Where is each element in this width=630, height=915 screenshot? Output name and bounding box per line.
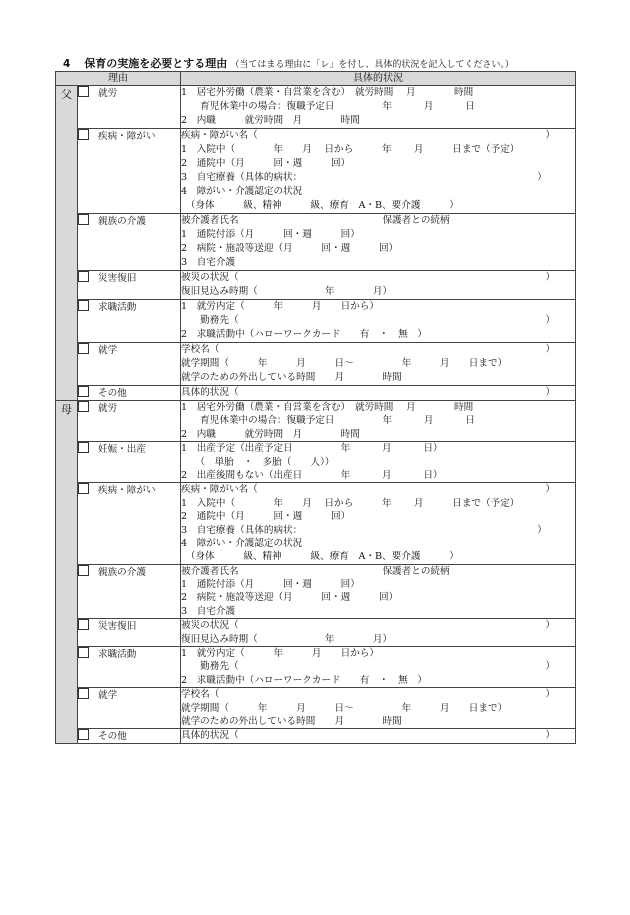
mother-job-search-checkbox[interactable]	[78, 647, 89, 658]
mother-reason-cell	[78, 442, 181, 483]
father-reason-cell	[78, 86, 181, 129]
mother-reason-cell	[78, 401, 181, 442]
mother-schooling-checkbox[interactable]	[78, 688, 89, 699]
mother-employment-detail[interactable]	[181, 401, 576, 442]
mother-caregiving-detail[interactable]	[181, 564, 576, 619]
detail-line: 被災の状況（ ）	[181, 272, 556, 283]
detail-line: （ 単胎 ・ 多胎（ 人））	[181, 456, 335, 468]
father-row-disaster-recovery	[56, 271, 576, 300]
mother-caregiving-label: 親族の介護	[98, 566, 146, 578]
mother-pregnancy-detail[interactable]	[181, 442, 576, 483]
detail-line: 勤務先（ ）	[181, 661, 556, 673]
table-header-row	[56, 72, 576, 86]
reason-table	[55, 71, 576, 744]
detail-line: 1 居宅外労働（農業・自営業を含む） 就労時間 月 時間	[181, 87, 474, 98]
detail-line: 復旧見込み時期（ 年 月）	[181, 286, 393, 297]
father-job-search-label: 求職活動	[98, 302, 137, 313]
detail-line: 勤務先（ ）	[181, 315, 556, 326]
father-row-other	[56, 386, 576, 401]
mother-row-other	[56, 729, 576, 744]
father-job-search-detail[interactable]	[181, 300, 576, 343]
detail-line: 1 入院中（ 年 月 日から 年 月 日まで（予定）	[181, 144, 520, 155]
mother-reason-cell	[78, 729, 181, 744]
father-other-detail[interactable]	[181, 386, 576, 401]
mother-row-employment	[56, 401, 576, 442]
father-employment-checkbox[interactable]	[78, 86, 89, 97]
father-caregiving-checkbox[interactable]	[78, 214, 89, 225]
mother-disaster-recovery-detail[interactable]	[181, 619, 576, 647]
mother-pregnancy-label: 妊娠・出産	[98, 444, 146, 456]
section-heading: 保育の実施を必要とする理由	[84, 57, 228, 70]
detail-line: 2 出産後間もない（出産日 年 月 日）	[181, 469, 443, 481]
detail-line: 1 就労内定（ 年 月 日から）	[181, 301, 379, 312]
detail-line: 被介護者氏名 保護者との続柄	[181, 215, 450, 226]
father-schooling-detail[interactable]	[181, 343, 576, 386]
detail-line: 2 通院中（月 回・週 回）	[181, 511, 351, 523]
mother-row-pregnancy	[56, 442, 576, 483]
mother-reason-cell	[78, 619, 181, 647]
mother-schooling-detail[interactable]	[181, 688, 576, 729]
detail-line: （身体 級、精神 級、療育 A・B、要介護 ）	[181, 200, 459, 211]
detail-line: 2 病院・施設等送迎（月 回・週 回）	[181, 592, 399, 604]
detail-line: 就学期間（ 年 月 日～ 年 月 日まで）	[181, 702, 508, 714]
detail-line: 就学のための外出している時間 月 時間	[181, 715, 402, 727]
detail-line: 育児休業中の場合：復職予定日 年 月 日	[181, 415, 475, 427]
detail-line: 学校名（ ）	[181, 689, 556, 701]
father-reason-cell	[78, 343, 181, 386]
father-schooling-label: 就学	[98, 345, 118, 356]
father-reason-cell	[78, 300, 181, 343]
mother-reason-cell	[78, 564, 181, 619]
detail-line: 就学期間（ 年 月 日～ 年 月 日まで）	[181, 358, 508, 369]
detail-line: 3 自宅療養（具体的病状： ）	[181, 172, 547, 183]
detail-line: 育児休業中の場合：復職予定日 年 月 日	[181, 101, 475, 112]
detail-line: 就学のための外出している時間 月 時間	[181, 372, 402, 383]
mother-reason-cell	[78, 483, 181, 564]
detail-line: 2 求職活動中（ハローワークカード 有 ・ 無 ）	[181, 329, 427, 340]
section-title	[63, 55, 514, 71]
detail-line: 4 障がい・介護認定の状況	[181, 537, 303, 549]
detail-line: 2 内職 就労時間 月 時間	[181, 428, 360, 440]
detail-line: 2 内職 就労時間 月 時間	[181, 115, 360, 126]
father-row-schooling	[56, 343, 576, 386]
father-disaster-recovery-detail[interactable]	[181, 271, 576, 300]
father-row-employment	[56, 86, 576, 129]
father-schooling-checkbox[interactable]	[78, 343, 89, 354]
detail-line: 3 自宅介護	[181, 605, 236, 617]
mother-other-detail[interactable]	[181, 729, 576, 744]
father-disaster-recovery-label: 災害復旧	[98, 273, 137, 284]
mother-row-disaster-recovery	[56, 619, 576, 647]
detail-line: 1 通院付添（月 回・週 回）	[181, 229, 360, 240]
detail-line: 学校名（ ）	[181, 344, 556, 355]
father-reason-cell	[78, 129, 181, 214]
mother-reason-cell	[78, 647, 181, 688]
mother-row-illness	[56, 483, 576, 564]
father-illness-detail[interactable]	[181, 129, 576, 214]
father-illness-label: 疾病・障がい	[98, 131, 156, 142]
mother-pregnancy-checkbox[interactable]	[78, 442, 89, 453]
father-reason-cell	[78, 386, 181, 401]
father-reason-cell	[78, 214, 181, 271]
detail-line: 1 入院中（ 年 月 日から 年 月 日まで（予定）	[181, 497, 520, 509]
detail-line: 具体的状況（ ）	[181, 387, 556, 398]
mother-schooling-label: 就学	[98, 690, 118, 702]
mother-other-checkbox[interactable]	[78, 729, 89, 740]
father-other-checkbox[interactable]	[78, 386, 89, 397]
father-row-caregiving	[56, 214, 576, 271]
father-caregiving-label: 親族の介護	[98, 216, 146, 227]
detail-line: 被災の状況（ ）	[181, 620, 556, 632]
detail-line: 被介護者氏名 保護者との続柄	[181, 565, 450, 577]
mother-reason-cell	[78, 688, 181, 729]
mother-job-search-label: 求職活動	[98, 649, 137, 661]
father-job-search-checkbox[interactable]	[78, 300, 89, 311]
section-number: 4	[63, 58, 71, 70]
mother-disaster-recovery-label: 災害復旧	[98, 621, 137, 633]
father-employment-detail[interactable]	[181, 86, 576, 129]
section-note: （当てはまる理由に「レ」を付し、具体的状況を記入してください。）	[230, 60, 514, 70]
detail-header: 具体的状況	[181, 72, 576, 86]
mother-row-schooling	[56, 688, 576, 729]
mother-employment-checkbox[interactable]	[78, 401, 89, 412]
father-employment-label: 就労	[98, 88, 118, 99]
father-reason-cell	[78, 271, 181, 300]
father-illness-checkbox[interactable]	[78, 129, 89, 140]
mother-illness-label: 疾病・障がい	[98, 485, 156, 497]
detail-line: 2 病院・施設等送迎（月 回・週 回）	[181, 243, 399, 254]
father-row-illness	[56, 129, 576, 214]
father-caregiving-detail[interactable]	[181, 214, 576, 271]
detail-line: 2 求職活動中（ハローワークカード 有 ・ 無 ）	[181, 674, 427, 686]
detail-line: 2 通院中（月 回・週 回）	[181, 158, 351, 169]
father-disaster-recovery-checkbox[interactable]	[78, 271, 89, 282]
detail-line: 3 自宅療養（具体的病状： ）	[181, 524, 547, 536]
mother-other-label: その他	[98, 731, 127, 743]
reason-header: 理由	[56, 72, 181, 86]
detail-line: 1 通院付添（月 回・週 回）	[181, 579, 360, 591]
mother-row-caregiving	[56, 564, 576, 619]
mother-illness-checkbox[interactable]	[78, 483, 89, 494]
mother-caregiving-checkbox[interactable]	[78, 565, 89, 576]
detail-line: 1 居宅外労働（農業・自営業を含む） 就労時間 月 時間	[181, 402, 474, 413]
mother-illness-detail[interactable]	[181, 483, 576, 564]
detail-line: 1 就労内定（ 年 月 日から）	[181, 648, 379, 660]
detail-line: 1 出産予定（出産予定日 年 月 日）	[181, 443, 443, 455]
mother-label: 母	[56, 401, 78, 744]
father-row-job-search	[56, 300, 576, 343]
detail-line: 4 障がい・介護認定の状況	[181, 186, 303, 197]
detail-line: 復旧見込み時期（ 年 月）	[181, 633, 393, 645]
mother-disaster-recovery-checkbox[interactable]	[78, 619, 89, 630]
detail-line: 具体的状況（ ）	[181, 730, 556, 742]
table-body	[56, 86, 576, 744]
detail-line: 疾病・障がい名（ ）	[181, 484, 556, 496]
detail-line: 3 自宅介護	[181, 257, 236, 268]
mother-employment-label: 就労	[98, 403, 118, 414]
father-label: 父	[56, 86, 78, 401]
mother-row-job-search	[56, 647, 576, 688]
father-other-label: その他	[98, 388, 127, 399]
detail-line: 疾病・障がい名（ ）	[181, 130, 556, 141]
mother-job-search-detail[interactable]	[181, 647, 576, 688]
detail-line: （身体 級、精神 級、療育 A・B、要介護 ）	[181, 551, 459, 563]
